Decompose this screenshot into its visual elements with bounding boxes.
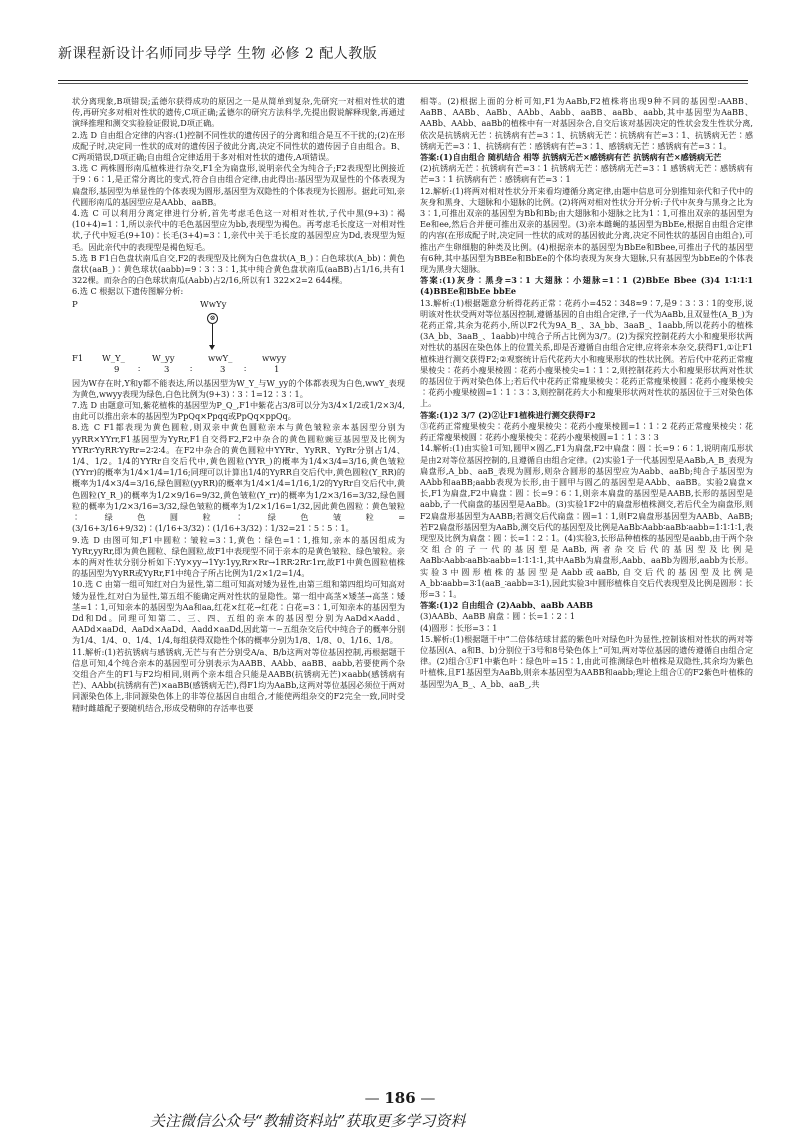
- answer-paragraph: 7.选 D 由题意可知,紫花植株的基因型为P_Q_,F1中紫花占3/8可以分为3/4×1/2或1/2×3/4,由此可以推出亲本的基因型为PpQq×Ppqq或PpQq×ppQq。: [72, 400, 405, 422]
- answer-paragraph: 2.选 D 自由组合定律的内容:(1)控制不同性状的遗传因子的分离和组合是互不干扰的;(2)在形成配子时,决定同一性状的成对的遗传因子彼此分离,决定不同性状的遗传因子自由组合。B、C两项错误,D项正确;自由组合定律适用于多对相对性状的遗传,A项错误。: [72, 129, 405, 163]
- diagram-p-label: P: [72, 299, 78, 310]
- answer-paragraph: 15.解析:(1)根据题干中“二倍体结球甘蓝的紫色叶对绿色叶为显性,控制该相对性状的两对等位基因(A、a和B、b)分别位于3号和8号染色体上”可知,两对等位基因的遗传遵循自由组合定律。(2)组合①F1中紫色叶∶绿色叶=15∶1,由此可推测绿色叶植株是双隐性,其余均为紫色叶植株,且F1基因型为AaBb,则亲本基因型为AABB和aabb;理论上组合①的F2紫色叶植株的基因型为A_B_、A_bb、aaB_,共: [420, 633, 753, 689]
- diagram-ratio-sep: ∶: [244, 364, 247, 375]
- footer-note: 关注微信公众号“教辅资料站”获取更多学习资料: [150, 1112, 466, 1130]
- self-cross-icon: ⊗: [207, 313, 218, 324]
- arrow-down-icon: [209, 345, 215, 350]
- header-title: 新课程新设计名师同步导学 生物 必修 2 配人教版: [58, 46, 378, 62]
- diagram-f1-type: wwyy: [262, 353, 287, 364]
- diagram-f1-type: W_yy: [152, 353, 175, 364]
- answer-paragraph: 13.解析:(1)根据题意分析得花药正常∶花药小=452∶348≈9∶7,是9∶3∶3∶1的变形,说明该对性状受两对等位基因控制,遵循基因的自由组合定律,子一代为AaBb,且双显性(A_B_)为花药正常,其余为花药小,所以F2代为9A_B_、3A_bb、3aaB_、1aabb,所以花药小的植株(3A_bb、3aaB_、1aabb)中纯合子所占比例为3/7。(2)为探究控制花药大小和瘦果形状两对性状的基因在染色体上的位置关系,即是否遵循自由组合定律,应将亲本杂交,获得F1,①让F1植株进行测交获得F2;②观察统计后代花药大小和瘦果形状的性状比例。若后代中花药正常瘦果棱尖∶花药小瘦果棱圆∶花药小瘦果棱尖=1∶1∶2,则控制花药大小和瘦果形状两对性状的基因位于两对染色体上;若后代中花药正常瘦果棱尖∶花药正常瘦果棱圆∶花药小瘦果棱尖∶花药小瘦果棱圆=1∶1∶3∶3,则控制花药大小和瘦果形状两对性状的基因位于三对染色体上。: [420, 297, 753, 409]
- answer-paragraph: 因为W存在时,Y和y都不能表达,所以基因型为W_Y_与W_yy的个体都表现为白色,wwY_表现为黄色,wwyy表现为绿色,白色比例为(9+3)∶3∶1=12∶3∶1。: [72, 377, 405, 399]
- answer-paragraph: 9.选 D 由图可知,F1中圆粒∶皱粒=3∶1,黄色∶绿色=1∶1,推知,亲本的基因组成为YyRr,yyRr,即为黄色圆粒、绿色圆粒,故F1中表现型不同于亲本的是黄色皱粒、绿色皱粒。亲本的两对性状分别分析如下:Yy×yy→1Yy∶1yy,Rr×Rr→1RR∶2Rr∶1rr,故F1中黄色圆粒植株的基因型为YyRR或YyRr,F1中纯合子所占比例为1/2×1/2=1/4。: [72, 534, 405, 579]
- diagram-ratio: 1: [274, 364, 280, 375]
- answer-key: 答案:(1)2 自由组合 (2)Aabb、aaBb AABB: [420, 600, 594, 611]
- page-number: [300, 1088, 500, 1108]
- page-number-dash-right: —: [415, 1089, 436, 1107]
- answer-key: 答案:(1)灰身∶黑身=3∶1 大翅脉∶小翅脉=1∶1 (2)BbEe Bbee (3)4 1∶1∶1∶1 (4)BBEe和BbEe bbEe: [420, 275, 753, 297]
- answer-paragraph: 11.解析:(1)若抗锈病与感锈病,无芒与有芒分别受A/a、B/b这两对等位基因控制,再根据题干信息可知,4个纯合亲本的基因型可分别表示为AABB、AAbb、aaBB、aabb,若要使两个杂交组合产生的F1与F2均相同,则两个亲本组合只能是AABB(抗锈病无芒)×aabb(感锈病有芒)、AAbb(抗锈病有芒)×aaBB(感锈病无芒),得F1均为AaBb,这两对等位基因必须位于两对同源染色体上,非同源染色体上的非等位基因自由组合,才能使两组杂交的F2完全一致,同时受精时雌雄配子要随机结合,形成受精卵的存活率也要: [72, 646, 405, 713]
- answer-paragraph: 4.选 C 可以利用分离定律进行分析,首先考虑毛色这一对相对性状,子代中黑(9+3)∶褐(10+4)≈1∶1,所以亲代中的毛色基因型应为bb,表现型为褐色。再考虑毛长度这一对相对性状,子代中短毛(9+10)∶长毛(3+4)≈3∶1,亲代中关于毛长度的基因型应为Dd,表现型为短毛。因此亲代中的表现型是褐色短毛。: [72, 208, 405, 252]
- answer-key: 答案:(1)自由组合 随机结合 相等 抗锈病无芒×感锈病有芒 抗锈病有芒×感锈病无芒: [420, 152, 722, 163]
- right-column: [420, 96, 753, 1084]
- page-number-value: 186: [384, 1089, 416, 1107]
- answer-paragraph: 相等。(2)根据上面的分析可知,F1为AaBb,F2植株将出现9种不同的基因型:AABB、AaBB、AABb、AaBb、AAbb、Aabb、aaBB、aaBb、aabb,其中基因型为AaBB、AABb、AAbb、aaBb的植株中有一对基因杂合,自交后该对基因决定的性状会发生性状分离,依次是抗锈病无芒∶抗锈病有芒=3∶1、抗锈病无芒∶抗锈病有芒=3∶1、抗锈病无芒∶感锈病无芒=3∶1、抗锈病有芒∶感锈病有芒=3∶1、感锈病无芒∶感锈病有芒=3∶1。: [420, 96, 753, 151]
- header-rule-thin: [58, 83, 748, 84]
- diagram-ratio-sep: ∶: [138, 364, 141, 375]
- diagram-p-genotype: WwYy: [200, 299, 227, 310]
- diagram-ratio-sep: ∶: [190, 364, 193, 375]
- diagram-f1-type: W_Y_: [102, 353, 125, 364]
- answer-key-continued: ③花药正常瘦果棱尖∶花药小瘦果棱尖∶花药小瘦果棱圆=1∶1∶2 花药正常瘦果棱尖∶花药正常瘦果棱圆∶花药小瘦果棱尖∶花药小瘦果棱圆=1∶1∶3∶3: [420, 420, 753, 443]
- genetic-cross-diagram: [72, 300, 402, 376]
- answer-paragraph: 6.选 C 根据以下遗传图解分析:: [72, 286, 184, 297]
- diagram-f1-type: wwY_: [208, 353, 233, 364]
- answer-key-continued: (4)圆形∶长形=3∶1: [420, 622, 498, 633]
- diagram-ratio: 9: [114, 364, 120, 375]
- answer-paragraph: 8.选 C F1都表现为黄色圆粒,则双亲中黄色圆粒亲本与黄色皱粒亲本基因型分别为yyRR×YYrr,F1基因型为YyRr,F1自交得F2,F2中杂合的黄色圆粒豌豆基因型及比例为YYRr∶YyRR∶YyRr=2∶2∶4。在F2中杂合的黄色圆粒中YYRr、YyRR、YyRr分别占1/4、1/4、1/2。1/4的YYRr自交后代中,黄色圆粒(YYR_)的概率为1/4×3/4=3/16,黄色皱粒(YYrr)的概率为1/4×1/4=1/16;同理可以计算出1/4的YyRR自交后代中,黄色圆粒(Y_RR)的概率为1/4×3/4=3/16,绿色圆粒(yyRR)的概率为1/4×1/4=1/16,1/2的YyRr自交后代中,黄色圆粒(Y_R_)的概率为1/2×9/16=9/32,黄色皱粒(Y_rr)的概率为1/2×3/16=3/32,绿色圆粒的概率为1/2×3/16=3/32,绿色皱粒的概率为1/2×1/16=1/32,因此黄色圆粒∶黄色皱粒∶绿色圆粒∶绿色皱粒=(3/16+3/16+9/32)∶(1/16+3/32)∶(1/16+3/32)∶1/32=21∶5∶5∶1。: [72, 422, 405, 534]
- arrow-line: [212, 324, 213, 346]
- answer-key-continued: (3)AABb、AaBB 扁盘∶圆∶长=1∶2∶1: [420, 611, 576, 622]
- answer-paragraph: 10.选 C 由第一组可知红对白为显性,第二组可知高对矮为显性,由第三组和第四组均可知高对矮为显性,红对白为显性,第五组不能确定两对性状的显隐性。第一组中高茎×矮茎→高茎∶矮茎=1∶1,可知亲本的基因型为Aa和aa,红花×红花→红花∶白花=3∶1,可知亲本的基因型为Dd和Dd。同理可知第二、三、四、五组的亲本的基因型分别为AaDd×Aadd、AADd×aaDd、AaDd×AaDd、Aadd×aaDd,因此第一~五组杂交后代中纯合子的概率分别为1/4、1/4、0、1/4、1/4,每组获得双隐性个体的概率分别为1/8、1/8、0、1/16、1/8。: [72, 579, 405, 646]
- header-rule: [58, 80, 748, 81]
- left-column: [72, 96, 405, 1084]
- page-header: [58, 40, 748, 68]
- answer-paragraph: 3.选 C 两株圆形南瓜植株进行杂交,F1全为扁盘形,说明亲代全为纯合子;F2表现型比例接近于9∶6∶1,是正常分离比的变式,符合自由组合定律,由此得出:基因型为双显性的个体表现为扁盘形,基因型为单显性的个体表现为圆形,基因型为双隐性的个体表现为长圆形。据此可知,亲代圆形南瓜的基因型应是AAbb、aaBB。: [72, 163, 405, 207]
- answer-key: 答案:(1)2 3/7 (2)②让F1植株进行测交获得F2: [420, 409, 596, 420]
- diagram-ratio: 3: [164, 364, 170, 375]
- diagram-ratio: 3: [220, 364, 226, 375]
- diagram-f1-label: F1: [72, 353, 84, 364]
- answer-key-continued: (2)抗锈病无芒∶抗锈病有芒=3∶1 抗锈病无芒∶感锈病无芒=3∶1 感锈病无芒∶感锈病有芒=3∶1 抗锈病有芒∶感锈病有芒=3∶1: [420, 163, 753, 185]
- answer-paragraph: 12.解析:(1)将两对相对性状分开来看均遵循分离定律,由题中信息可分别推知亲代和子代中的灰身和黑身、大翅脉和小翅脉的比例。(2)将两对相对性状分开分析:子代中灰身与黑身之比为3∶1,可推出双亲的基因型为Bb和Bb;由大翅脉和小翅脉之比为1∶1,可推出双亲的基因型为Ee和ee,然后合并便可推出双亲的基因型。(3)亲本雌蝇的基因型为BbEe,根据自由组合定律的内容(在形成配子时,决定同一性状的成对的基因彼此分离,决定不同性状的基因自由组合),可推出产生卵细胞的种类及比例。(4)根据亲本的基因型为BbEe和Bbee,可推出子代的基因型有6种,其中基因型为BBEe和BbEe的个体均表现为灰身大翅脉,只有基因型为bbEe的个体表现为黑身大翅脉。: [420, 185, 753, 275]
- answer-paragraph: 5.选 B F1白色盘状南瓜自交,F2的表现型及比例为白色盘状(A_B_)∶白色球状(A_bb)∶黄色盘状(aaB_)∶黄色球状(aabb)=9∶3∶3∶1,其中纯合黄色盘状南瓜(aaBB)占1/16,共有1 322棵。而杂合的白色球状南瓜(Aabb)占2/16,所以有1 322×2=2 644棵。: [72, 252, 405, 286]
- answer-paragraph: 状分离现象,B项错误;孟德尔获得成功的原因之一是从简单到复杂,先研究一对相对性状的遗传,再研究多对相对性状的遗传,C项正确;孟德尔的研究方法科学,先提出假说解释现象,再通过演绎推理和测交实验验证假说,D项正确。: [72, 96, 405, 129]
- answer-paragraph: 14.解析:(1)由实验1可知,圆甲×圆乙,F1为扁盘,F2中扁盘∶圆∶长=9∶6∶1,说明南瓜形状是由2对等位基因控制的,且遵循自由组合定律。(2)实验1子一代基因型是AaBb,A_B_表现为扁盘形,A_bb、aaB_表现为圆形,则杂合圆形的基因型应为Aabb、aaBb;纯合子基因型为AAbb和aaBB;aabb表现为长形,由于圆甲与圆乙的基因型是AAbb、aaBB。实验2扁盘×长,F1为扁盘,F2中扁盘∶圆∶长=9∶6∶1,则亲本扁盘的基因型是AABB,长形的基因型是aabb,子一代扁盘的基因型是AaBb。(3)实验1F2中的扁盘形植株测交,若后代全为扁盘形,则F2扁盘形基因型为AABB;若测交后代扁盘∶圆=1∶1,则F2扁盘形基因型为AABb、AaBB;若F2扁盘形基因型为AaBb,测交后代的基因型及比例是AaBb∶Aabb∶aaBb∶aabb=1∶1∶1∶1,表现型及比例为扁盘∶圆∶长=1∶2∶1。(4)实验3,长形品种植株的基因型是aabb,由于两个杂交组合的子一代的基因型是AaBb,两者杂交后代的基因型及比例是AaBb∶Aabb∶aaBb∶aabb=1∶1∶1∶1,其中AaBb为扁盘形,Aabb、aaBb为圆形,aabb为长形。实验3中圆形植株的基因型是Aabb或aaBb,自交后代的基因型及比例是A_bb∶aabb=3∶1(aaB_∶aabb=3∶1),因此实验3中圆形植株自交后代表现型及比例是圆形∶长形=3∶1。: [420, 443, 753, 599]
- page-number-dash-left: —: [364, 1089, 385, 1107]
- footer: [150, 1112, 650, 1130]
